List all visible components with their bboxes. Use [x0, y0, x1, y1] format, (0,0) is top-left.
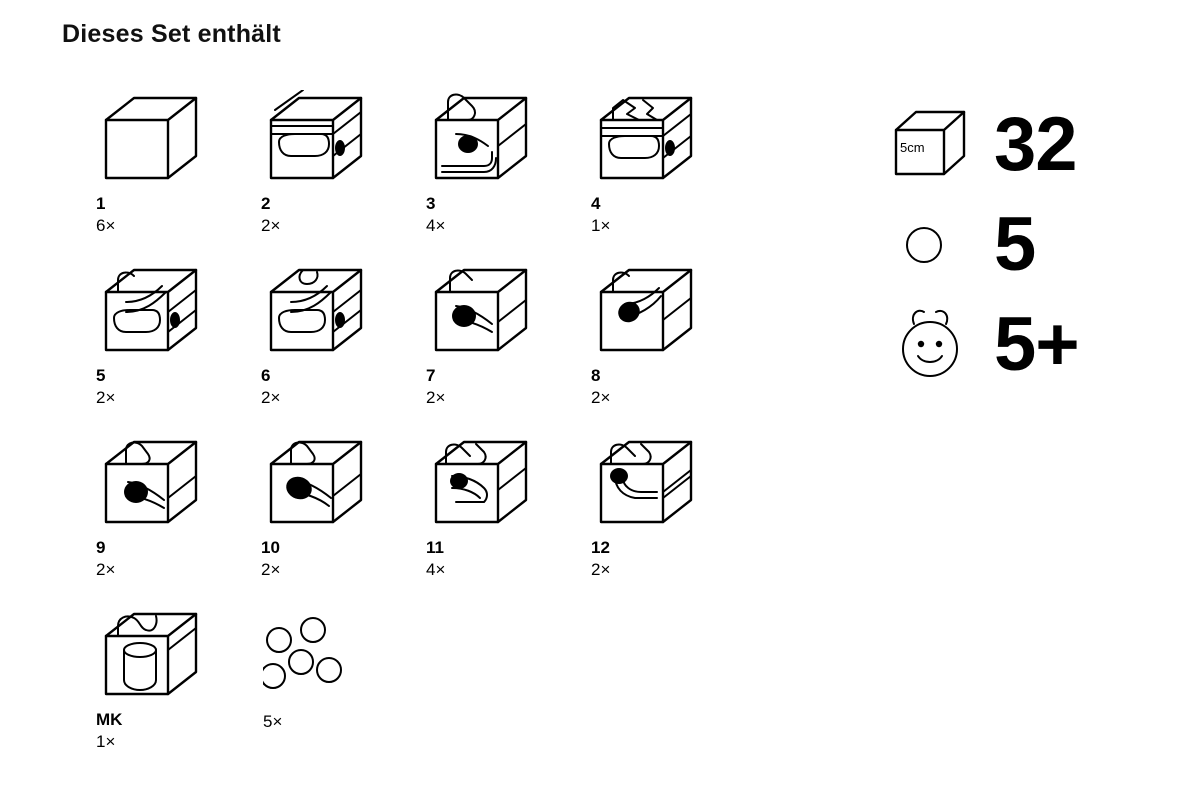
parts-row [96, 606, 756, 778]
spec-value: 32 [994, 101, 1077, 187]
part-count: 2× [261, 215, 281, 235]
spec-row-age [890, 295, 1150, 395]
part-item-9 [96, 434, 261, 606]
part-label: 4 [591, 194, 601, 213]
cube-notch-channel-icon [261, 262, 371, 362]
cube-curve-ball-top-icon [426, 90, 536, 190]
part-item-4 [591, 90, 756, 262]
smiley-icon [890, 302, 986, 388]
part-count: 2× [591, 387, 611, 407]
part-label: 1 [96, 194, 106, 213]
parts-row [96, 434, 756, 606]
cube-hook-channel-icon [96, 262, 206, 362]
part-count: 2× [426, 387, 446, 407]
cube-ball-high-icon [261, 434, 371, 534]
part-label: 3 [426, 194, 436, 213]
parts-row [96, 90, 756, 262]
part-count: 6× [96, 215, 116, 235]
part-count: 1× [96, 731, 116, 751]
cube-double-curve-icon [591, 434, 701, 534]
circle-icon [890, 215, 986, 275]
part-count: 4× [426, 559, 446, 579]
part-item-11 [426, 434, 591, 606]
part-label: MK [96, 710, 123, 729]
part-count: 2× [261, 387, 281, 407]
part-item-12 [591, 434, 756, 606]
cube-open-cylinder-icon [96, 606, 206, 706]
cube-straight-channel-icon [261, 90, 371, 190]
cube-5cm-icon [890, 104, 986, 186]
spec-value: 5 [994, 201, 1036, 287]
part-item-1 [96, 90, 261, 262]
part-label: 12 [591, 538, 610, 557]
cube-zigzag-channel-icon [591, 90, 701, 190]
part-count: 2× [591, 559, 611, 579]
part-item-3 [426, 90, 591, 262]
part-count: 2× [96, 387, 116, 407]
part-item-10 [261, 434, 426, 606]
part-item-mk [96, 606, 263, 778]
part-item-2 [261, 90, 426, 262]
part-item-5 [96, 262, 261, 434]
spec-value: 5+ [994, 301, 1079, 387]
parts-grid [96, 90, 756, 778]
part-label: 6 [261, 366, 271, 385]
parts-row [96, 262, 756, 434]
cube-ball-left-icon [426, 262, 536, 362]
spec-row-balls [890, 195, 1150, 295]
cube-ball-right-icon [591, 262, 701, 362]
cube-size-label: 5cm [900, 140, 925, 155]
cube-ball-low-icon [96, 434, 206, 534]
part-count: 1× [591, 215, 611, 235]
spec-row-cubes [890, 95, 1150, 195]
part-count: 2× [96, 559, 116, 579]
part-label: 9 [96, 538, 106, 557]
part-label: 11 [426, 538, 444, 557]
part-item-balls [263, 606, 430, 778]
part-label: 10 [261, 538, 280, 557]
part-label: 7 [426, 366, 436, 385]
part-count: 5× [263, 712, 283, 731]
part-label: 2 [261, 194, 271, 213]
part-count: 2× [261, 559, 281, 579]
part-item-6 [261, 262, 426, 434]
part-item-8 [591, 262, 756, 434]
part-count: 4× [426, 215, 446, 235]
cube-plain-icon [96, 90, 206, 190]
cube-loop-channel-icon [426, 434, 536, 534]
part-item-7 [426, 262, 591, 434]
spec-list [890, 95, 1150, 395]
marbles-cluster-icon [263, 606, 373, 706]
page-title: Dieses Set enthält [62, 20, 281, 48]
part-label: 8 [591, 366, 601, 385]
part-label: 5 [96, 366, 106, 385]
